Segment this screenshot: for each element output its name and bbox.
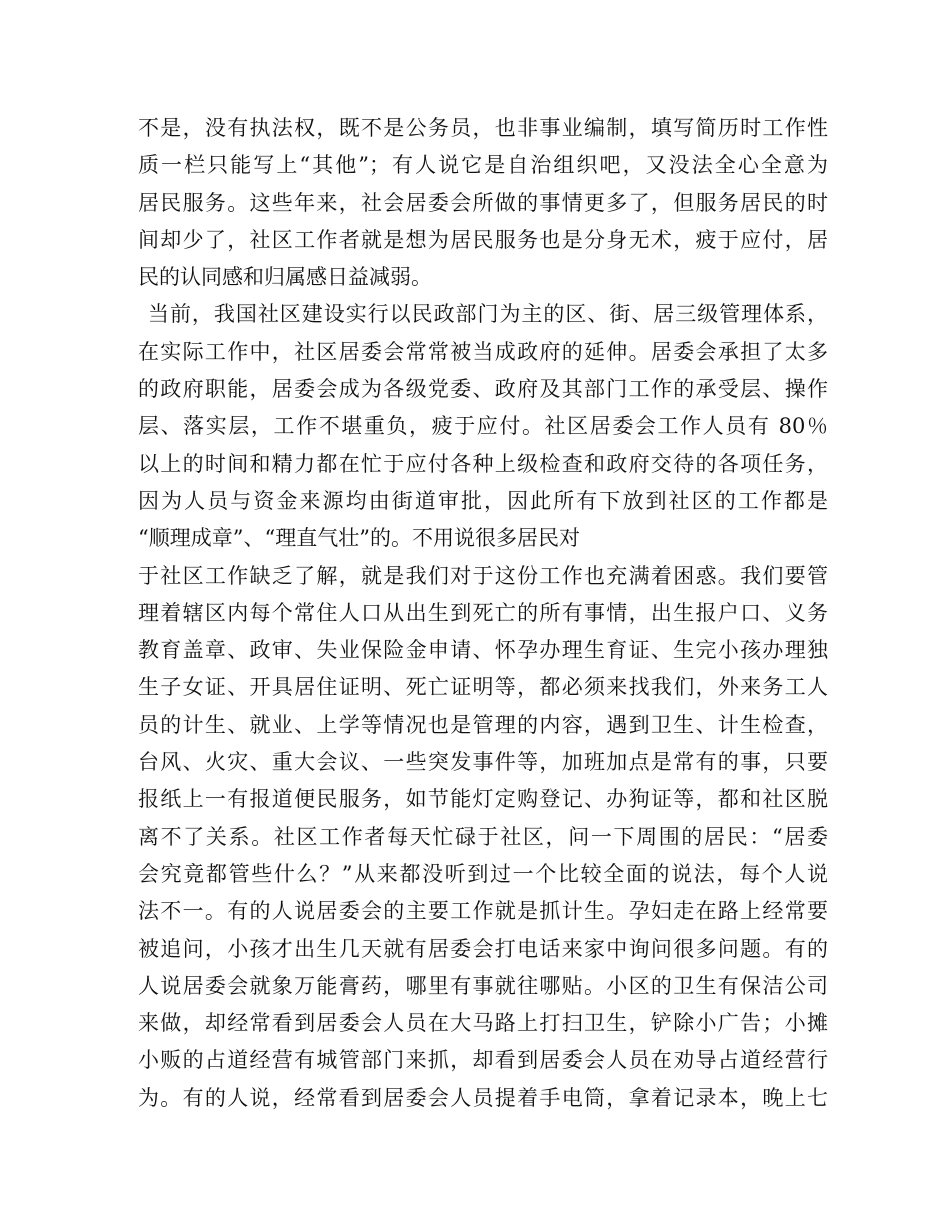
text-line: 教育盖章、政审、失业保险金申请、怀孕办理生育证、生完小孩办理独 xyxy=(138,638,828,663)
text-line: 生子女证、开具居住证明、死亡证明等，都必须来找我们，外来务工人 xyxy=(138,675,828,700)
text-line: 的政府职能，居委会成为各级党委、政府及其部门工作的承受层、操作 xyxy=(138,377,828,402)
text-line: 理着辖区内每个常住人口从出生到死亡的所有事情，出生报户口、义务 xyxy=(138,600,828,625)
text-line: 台风、火灾、重大会议、一些突发事件等，加班加点是常有的事，只要 xyxy=(138,750,828,775)
text-line: 民的认同感和归属感日益减弱。 xyxy=(138,265,432,290)
document-body xyxy=(138,110,828,1117)
text-line: 因为人员与资金来源均由街道审批，因此所有下放到社区的工作都是 xyxy=(138,488,828,513)
text-line: 报纸上一有报道便民服务，如节能灯定购登记、办狗证等，都和社区脱 xyxy=(138,787,828,812)
text-line: “顺理成章”、“理直气壮”的。不用说很多居民对 xyxy=(138,526,580,551)
text-line: 人说居委会就象万能膏药，哪里有事就往哪贴。小区的卫生有保洁公司 xyxy=(138,973,828,998)
text-line: 为。有的人说，经常看到居委会人员提着手电筒，拿着记录本，晚上七 xyxy=(138,1085,828,1110)
text-line: 被追问，小孩才出生几天就有居委会打电话来家中询问很多问题。有的 xyxy=(138,936,828,961)
text-line: 质一栏只能写上“其他”；有人说它是自治组织吧，又没法全心全意为 xyxy=(138,153,828,178)
text-line: 员的计生、就业、上学等情况也是管理的内容，遇到卫生、计生检查， xyxy=(138,712,828,737)
text-line: 当前，我国社区建设实行以民政部门为主的区、街、居三级管理体系， xyxy=(148,302,828,327)
text-line: 以上的时间和精力都在忙于应付各种上级检查和政府交待的各项任务， xyxy=(138,451,828,476)
text-line: 于社区工作缺乏了解，就是我们对于这份工作也充满着困惑。我们要管 xyxy=(138,563,828,588)
text-line: 小贩的占道经营有城管部门来抓，却看到居委会人员在劝导占道经营行 xyxy=(138,1048,828,1073)
text-line: 不是，没有执法权，既不是公务员，也非事业编制，填写简历时工作性 xyxy=(138,116,828,140)
text-line: 在实际工作中，社区居委会常常被当成政府的延伸。居委会承担了太多 xyxy=(138,339,828,364)
text-line: 间却少了，社区工作者就是想为居民服务也是分身无术，疲于应付，居 xyxy=(138,227,828,252)
text-line: 离不了关系。社区工作者每天忙碌于社区，问一下周围的居民：“居委 xyxy=(138,824,828,849)
text-line: 来做，却经常看到居委会人员在大马路上打扫卫生，铲除小广告；小摊 xyxy=(138,1011,828,1036)
text-line: 居民服务。这些年来，社会居委会所做的事情更多了，但服务居民的时 xyxy=(138,190,828,215)
text-line: 会究竟都管些什么？”从来都没听到过一个比较全面的说法，每个人说 xyxy=(138,861,828,886)
text-line: 层、落实层，工作不堪重负，疲于应付。社区居委会工作人员有 80％ xyxy=(138,414,828,439)
text-line: 法不一。有的人说居委会的主要工作就是抓计生。孕妇走在路上经常要 xyxy=(138,899,828,924)
